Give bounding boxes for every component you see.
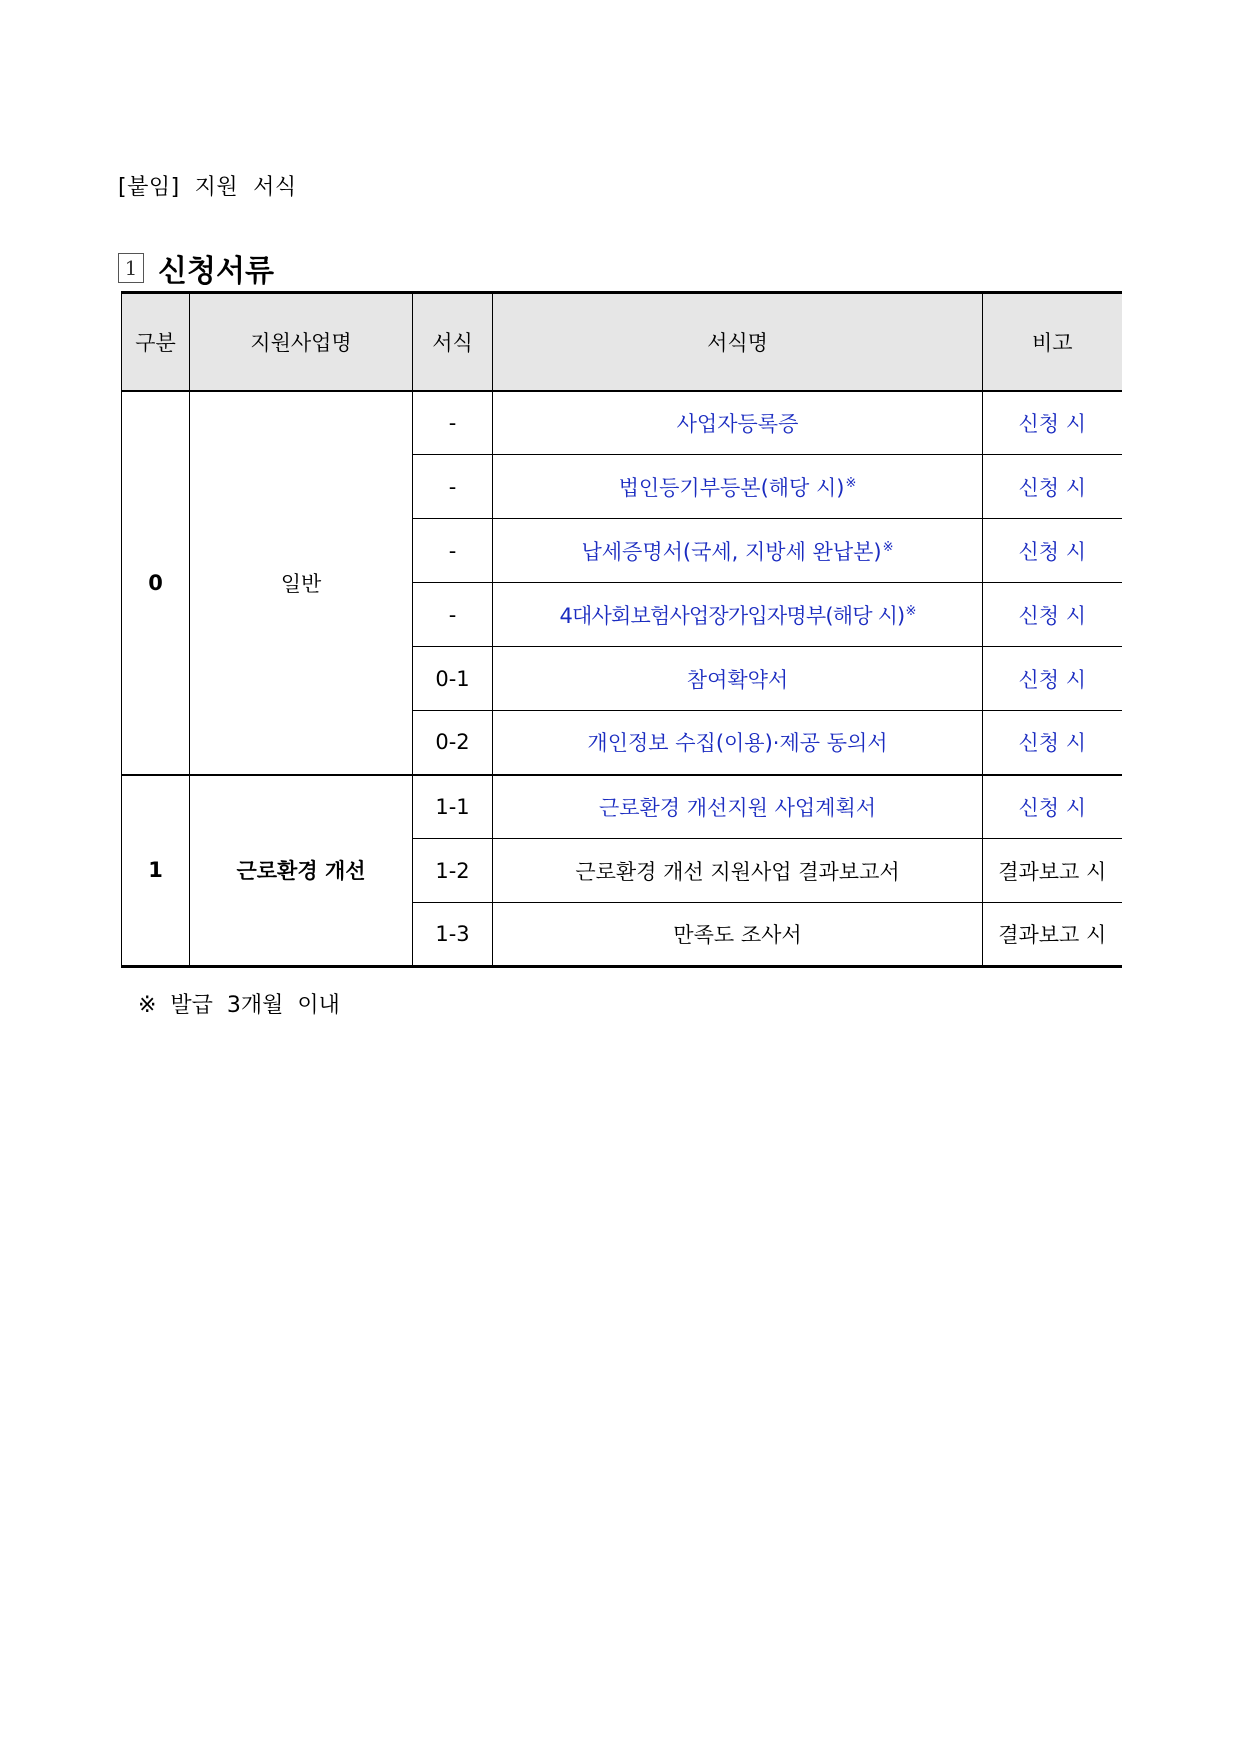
note-link[interactable]: 신청 시 xyxy=(983,583,1122,647)
table-row xyxy=(122,775,1122,839)
section-title: 신청서류 xyxy=(158,254,274,289)
form-name-link[interactable] xyxy=(493,711,983,775)
footnote: ※ 발급 3개월 이내 xyxy=(138,993,340,1018)
note-link[interactable]: 신청 시 xyxy=(983,775,1122,839)
reference-mark: ※ xyxy=(845,475,857,491)
table-header-row xyxy=(122,293,1122,391)
form-name-text: 법인등기부등본(해당 시) xyxy=(618,475,845,500)
attachment-title: [붙임] 지원 서식 xyxy=(118,175,297,200)
form-name-text: 참여확약서 xyxy=(686,667,789,692)
form-name-link[interactable] xyxy=(493,391,983,455)
form-no-cell: - xyxy=(413,391,493,455)
program-cell: 일반 xyxy=(190,391,413,775)
form-name-text: 사업자등록증 xyxy=(676,411,799,436)
form-name-text: 4대사회보험사업장가입자명부(해당 시) xyxy=(559,603,905,628)
form-no-cell: - xyxy=(413,519,493,583)
form-name-text: 개인정보 수집(이용)·제공 동의서 xyxy=(587,731,888,756)
form-no-cell: - xyxy=(413,583,493,647)
note-link[interactable]: 신청 시 xyxy=(983,711,1122,775)
table-group-general xyxy=(122,391,1122,775)
note-cell: 결과보고 시 xyxy=(983,839,1122,903)
header-category: 구분 xyxy=(122,293,190,391)
section-heading xyxy=(118,246,274,290)
form-no-cell: 1-2 xyxy=(413,839,493,903)
section-number-box: 1 xyxy=(118,253,144,283)
form-name-link[interactable] xyxy=(493,775,983,839)
form-no-cell: 0-2 xyxy=(413,711,493,775)
table-group-work-environment xyxy=(122,775,1122,967)
form-name-link[interactable] xyxy=(493,519,983,583)
form-name-cell: 근로환경 개선 지원사업 결과보고서 xyxy=(493,839,983,903)
form-no-cell: 1-3 xyxy=(413,903,493,967)
category-cell: 0 xyxy=(122,391,190,775)
reference-mark: ※ xyxy=(905,603,916,619)
header-note: 비고 xyxy=(983,293,1122,391)
note-cell: 결과보고 시 xyxy=(983,903,1122,967)
note-link[interactable]: 신청 시 xyxy=(983,391,1122,455)
documents-table xyxy=(121,291,1122,968)
form-name-text: 납세증명서(국세, 지방세 완납본) xyxy=(581,539,882,564)
header-form-no: 서식 xyxy=(413,293,493,391)
form-name-link[interactable] xyxy=(493,455,983,519)
form-name-link[interactable] xyxy=(493,583,983,647)
note-link[interactable]: 신청 시 xyxy=(983,455,1122,519)
header-form-name: 서식명 xyxy=(493,293,983,391)
program-cell: 근로환경 개선 xyxy=(190,775,413,967)
header-program: 지원사업명 xyxy=(190,293,413,391)
form-name-text: 근로환경 개선지원 사업계획서 xyxy=(598,795,877,820)
category-cell: 1 xyxy=(122,775,190,967)
reference-mark: ※ xyxy=(882,539,894,555)
form-no-cell: - xyxy=(413,455,493,519)
table-row xyxy=(122,391,1122,455)
form-name-link[interactable] xyxy=(493,647,983,711)
note-link[interactable]: 신청 시 xyxy=(983,519,1122,583)
form-name-cell: 만족도 조사서 xyxy=(493,903,983,967)
form-no-cell: 0-1 xyxy=(413,647,493,711)
form-no-cell: 1-1 xyxy=(413,775,493,839)
note-link[interactable]: 신청 시 xyxy=(983,647,1122,711)
